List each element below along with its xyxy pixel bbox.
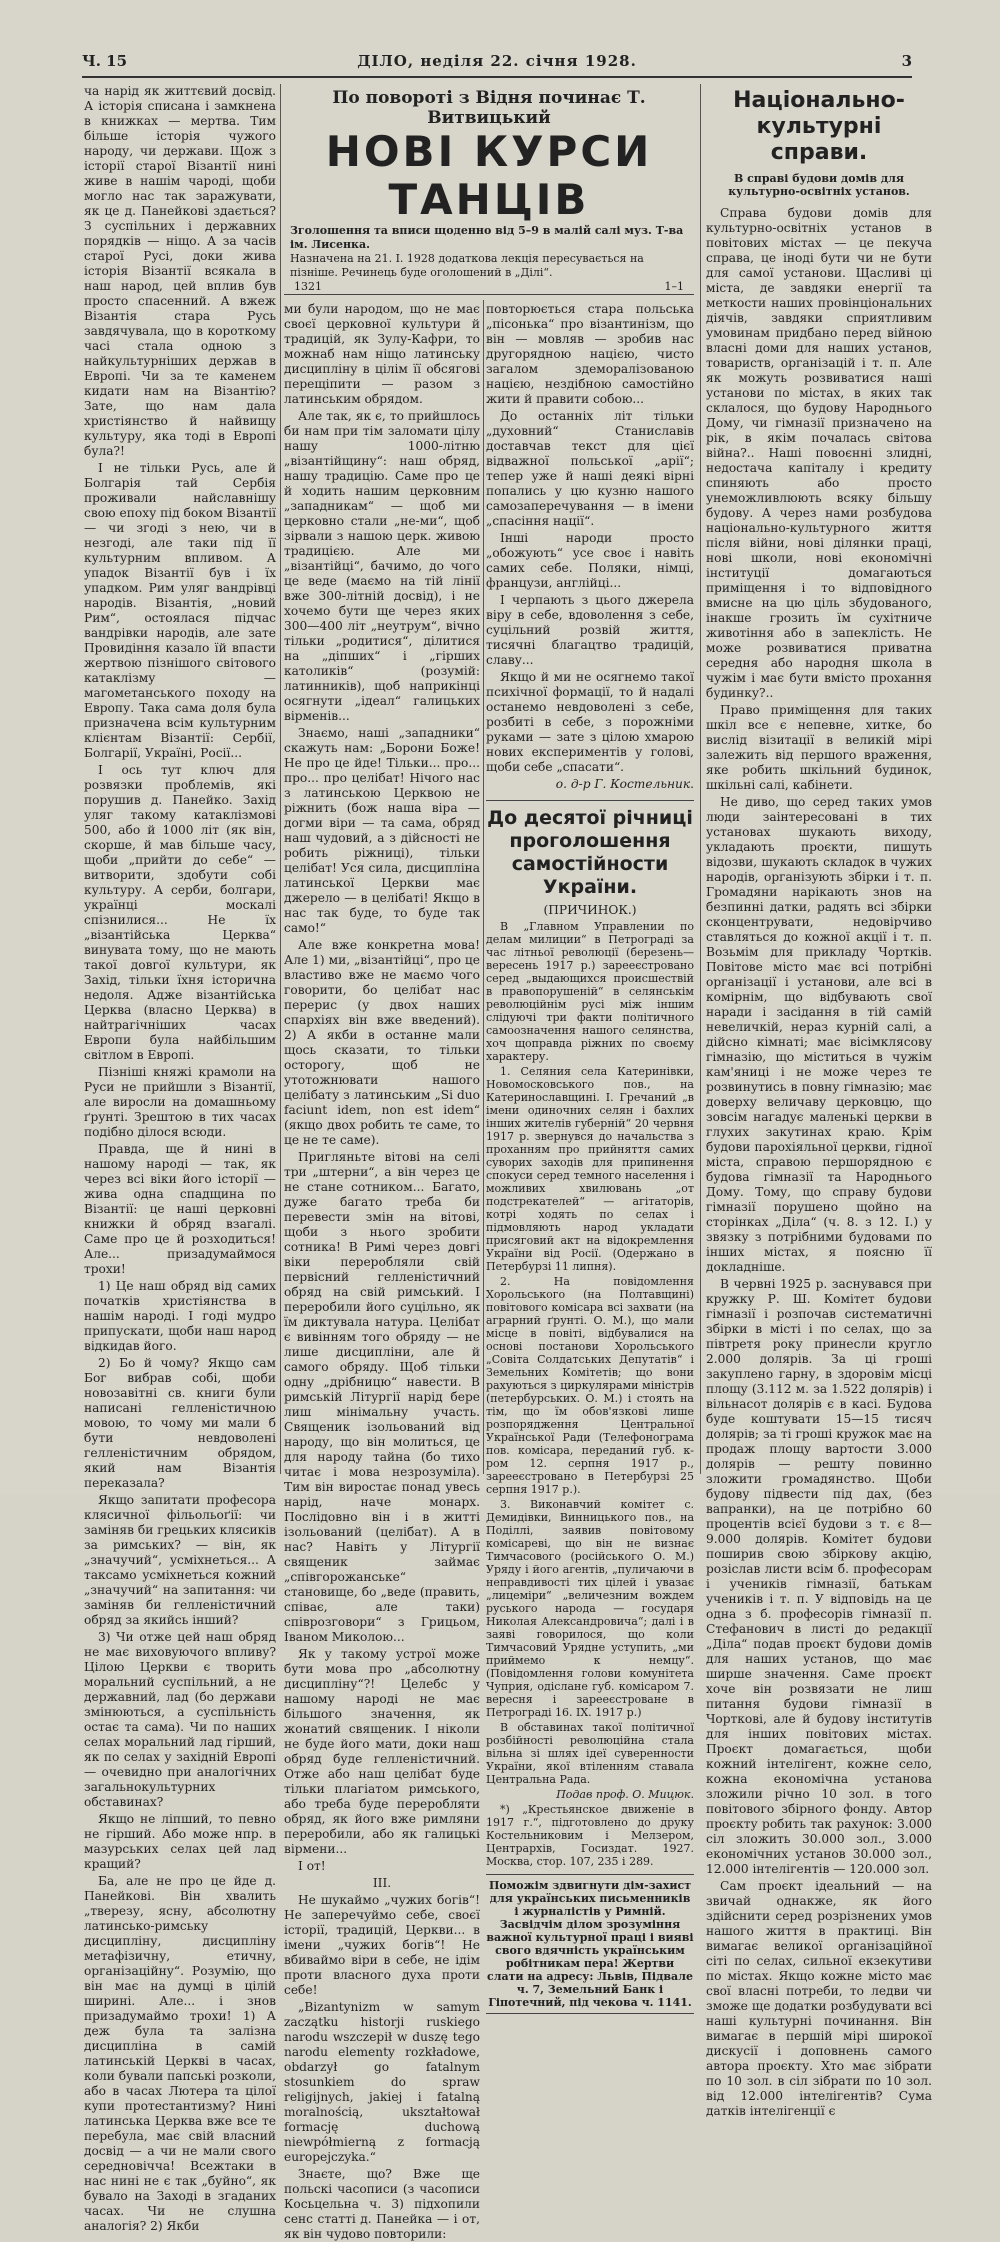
header-rule bbox=[82, 76, 912, 78]
paragraph: До останніх літ тільки „духовний“ Станиславів доставчав текст для цієї відважної польської „арії“; тепер уже й наші деякі вірні попались у цю кузню нашого самозаперечування — в імени „спасіння нації“. bbox=[486, 409, 694, 528]
column-4 bbox=[706, 84, 932, 2118]
paragraph: І от! bbox=[298, 1859, 326, 1873]
ad-intro: По повороті з Відня починає Т. Витвицький bbox=[332, 88, 646, 128]
paragraph: повторюється стара польська „пісонька“ про візантинізм, що він — мовляв — зробив нас другорядною нацією, чисто загалом здеморалізованою нацією, нездібною самостійно жити й правити собою... bbox=[486, 302, 694, 406]
paragraph: І ось тут ключ для розвязки проблемів, які порушив д. Панейко. Захід уляг такому катаклізмові 500, або й 1000 літ (як він, скорше, й мав більше часу, щоби „прийти до себе“ — витворити, здобути собі культуру. А серби, болгари, українці москалі спізнилися... Не їх „візантійська Церква“ винувата тому, що не мають такої довгої культури, як Захід, тільки їхня історична недоля. Адже візантійська Церква (власно Церква) в найтрагічніших часах Европи була найбільшим світлом в Европі. bbox=[84, 763, 276, 1062]
column-divider bbox=[280, 84, 281, 1474]
section-title: Національно-культурні справи. bbox=[733, 88, 905, 165]
paragraph: Але так, як є, то прийшлось би нам при тім заломати цілу нашу 1000-літню „візантійщину“: наш обряд, нашу традицію. Саме про це й ходить нашим церковним „западникам“ — щоб ми церковно стали „не-ми“, щоб зірвали з нашою церк. живою традицією. Але ми „візантійці“, бачимо, до чого це веде (маємо на тій лінії вже 300-літній досвід), і не хочемо бути ще через яких 300—400 літ „неутрум“, вічно тільки „родитися“, ділитися на „діпших“ і „гірших католиків“ (розумій: латинників), щоб наприкінці осягнути „ідеал“ галицьких вірменів... bbox=[284, 409, 480, 723]
paragraph: В обставинах такої політичної розбійності революційна стала вільна зі шлях ідеї суверенности України, якої втіленням ставала Центральна Рада. bbox=[486, 1721, 694, 1786]
section-number: ІІІ. bbox=[372, 1876, 392, 1890]
ad-title: НОВІ КУРСИ ТАНЦІВ bbox=[325, 127, 653, 224]
footnote: *) „Крестьянское движеніе в 1917 г.“, підготовлено до друку Костельниковим і Мелзером, Центрархів, Госиздат. 1927. Москва, стор. 107, 235 і 289. bbox=[486, 1803, 694, 1868]
paragraph: Ба, але не про це йде д. Панейкові. Він хвалить „тверезу, ясну, абсолютну латинсько-римську дисципліну, дисципліну метафізичну, етичну, організаційну“. Розумію, що він має на думці в цілій ширині. Але... і знов призадумаймо трохи! 1) А деж була та залізна дисципліна в самій латинській Церкві в часах, коли бували папські розколи, або в часах Лютера та цілої купи протестантизму? Нині латинська Церква вже все те перебула, має свій власний досвід — а чи не мали свого середновічча! Всежтаки в нас нині не є так „буйно“, як бувало на Заході в згаданих часах. Чи не слушна аналогія? 2) Якби bbox=[84, 1874, 276, 2233]
paragraph: 3. Виконавчий комітет с. Демидівки, Винницького пов., на Поділлі, заявив повітовому комісареві, що він не визнає Тимчасового (російського О. М.) Уряду і його агентів, „пуличаючи в неправдивості тих цілей і увазає „лицеміри“ „величезним вождем руського народа — государя Николая Александровича“; далі і в заяві говорилося, що коли Тимчасовий Урядне уступить, „ми приймемо к немцу“. (Повідомлення голови комунітета Чуприя, одіслане губ. комісаром 7. вересня і зарееєстроване в Петрограді 16. IX. 1917 р.) bbox=[486, 1498, 694, 1719]
ad-registration: Зголошення та вписи щоденно від 5–9 в малій салі муз. Т-ва ім. Лисенка. bbox=[290, 224, 684, 251]
paragraph: В „Главном Управлении по делам милиции“ в Петрограді за час літньої революції (березень—вересень 1917 р.) зарееєстровано серед „выдающихся происшествій в правопорушеній“ в селянськім революційнім русі між іншим слідуючі три факти політичного самоозначення нашого селянства, хоч щоправда ріжних по своєму характеру. bbox=[486, 920, 694, 1063]
column-divider bbox=[700, 84, 701, 1474]
paragraph: Інші народи просто „обожують“ усе своє і навіть самих себе. Поляки, німці, французи, англійці... bbox=[486, 531, 694, 590]
paragraph: 1. Селяния села Катеринівки, Новомосковського пов., на Катеринославщині. І. Гречаний „в імени одиночних селян і бахлих інших жителів губерній“ 20 червня 1917 р. звернувся до начальства з проханням про прийняття самих суворих заходів для припинення спокуси серед темного населення і можливих хвилювань „от подстрекателей“ — агітаторів, котрі ходять по селах і підмовляють народ укладати присяговий акт на відокремлення України від Росії. (Одержано в Петербурзі 11 липня). bbox=[486, 1065, 694, 1273]
paragraph: Не шукаймо „чужих богів“! Не заперечуймо себе, своєї історії, традицій, Церкви... в імени „чужих богів“! Не вбиваймо віри в себе, не ідім проти власного духа проти себе! bbox=[284, 1893, 480, 1997]
column-divider bbox=[483, 300, 484, 1474]
paragraph: Якщо не ліпший, то певно не гірший. Або може нпр. в мазурських селах цей лад кращий? bbox=[84, 1812, 276, 1871]
section-subtitle: В справі будови домів для культурно-освітніх установ. bbox=[728, 172, 910, 198]
paragraph: ча нарід як життєвий досвід. А історія списана і замкнена в книжках — мертва. Тим більше історія чужого народу, чи держави. Щож з історії старої Візантії нині живе в нашім чароді, щоби могло нас так заражувати, як це д. Панейкові здається? З суспільних і державних порядків — ніщо. А за часів старої Русі, доки жива історія Візантії всякала в наш народ, цей вплив був просто спасенний. А вжеж Візантія стара Русь завдячувала, що в короткому часі стала одною з найкультурніших держав в Европі. Чи за те каменем кидати нам на Візантію? Зате, що нам дала христіянство й найвищу культуру, яка тоді в Европі була?! bbox=[84, 84, 276, 458]
paragraph: 2. На повідомлення Хорольського (на Полтавщині) повітового комісара всі захвати (на аграрний ґрунті. О. М.), що мали місце в повіті, відбувалися на основі постанови Хорольського „Совіта Солдатських Депутатів“ і Земельних Комітетів; що вони рахуються з циркулярами міністрів (петербурських. О. М.) і стоять на тім, що їм обов'язкові лише розпорядження Центральної Української Ради (Телефонограма пов. комісара, переданий губ. к-ром 12. серпня 1917 р., зарееєстровано в Петербурзі 25 серпня 1917 р.). bbox=[486, 1275, 694, 1496]
paragraph: Якщо запитати професора клясичної фільольоґії: чи заміняв би грецьких клясиків за римських? — він, як „значучий“, усміхнеться... А таксамо усміхнеться кожний „значучий“ на запитання: чи заміняв би гелленістичний обряд за якийсь інший? bbox=[84, 1493, 276, 1627]
paragraph: Знаєте, що? Вже ще польскі часописи (з часописи Косьцельна ч. 3) підхопили сенс статті д. Панейка — і от, як він чудово повторили: bbox=[284, 2167, 480, 2241]
paragraph: Сам проєкт ідеальний — на звичай однакже, як його здійснити серед розрізнених умов нашого життя в практиці. Він вимагає великої організаційної сіті по селах, сильної екзекутиви по містах. Якщо кожне місто має свої власні потреби, то ледви чи зможе ще додатки розбудувати всі наші культурні починання. Він вимагає в першій мірі широкої дискусії і доповнень самого автора проєкту. Хто має зібрати по 10 зол. в сіл зібрати по 10 зол. від 12.000 інтелігентів? Сума датків інтелігенції є bbox=[706, 1879, 932, 2118]
paragraph: ми були народом, що не має своєї церковної культури й традицій, як Зулу-Кафри, то можнаб нам ніщо латинську дисципліну в цілім її обсягові перещіпити — разом з латинським обрядом. bbox=[284, 302, 480, 406]
column-1 bbox=[84, 84, 276, 2233]
paragraph: Якщо й ми не осягнемо такої психічної формації, то й надалі останемо невдоволені з себе, розбиті в себе, з порожніми руками — зате з цілою хмарою нових експериментів у голові, щоби себе „спасати“. bbox=[486, 670, 694, 774]
author-signature: о. д-р Г. Костельник. bbox=[555, 777, 694, 791]
paragraph: Пригляньте вітові на селі три „штерни“, а він через це не стане сотником... Багато, дуже багато треба би перевести змін на вітові, щоби з нього зробити сотника! В Римі через довгі віки переробляли свій первісний гелленістичний обряд на свій римський. І переробили його суцільно, як їм диктувала натура. Целібат є вивінням того обряду — не лише дисципліни, але й самого обряду. Щоб тільки одну „дрібницю“ навести. В римській Літургії нарід бере лиш мінімальну участь. Священик ізольований від народу, що він молиться, це для народу тайна (бо тихо читає і мова незрозуміла). Тим він виростає понад увесь нарід, наче монарх. Послідовно він і в житті ізольований (целібат). А в нас? Навіть у Літургії священик займає „співгорожанське“ становище, бо „веде (править, співає, але таки) співрозговори“ з Грицьом, Іваном Миколою... bbox=[284, 1150, 480, 1644]
paragraph: „Bizantynizm w samym zaczątku historji ruskiego narodu wszczepił w duszę tego narodu elementy rozkładowe, obdarzył go fatalnym stosunkiem do spraw religijnych, jakiej i fatalną moralnością, ukształtował formację duchową niewpółmierną z formacją europejczyka.“ bbox=[284, 2000, 480, 2164]
donation-appeal: Поможім здвигнути дім-захист для українських письменників і журналістів у Римній. Засвідчім ділом зрозуміння важної культурної праці і вияві свого вдячність українським робітникам пера! Жертви слати на адресу: Львів, Підвале ч. 7, Земельний Банк і Гіпотечний, під чекова ч. 1141. bbox=[486, 1874, 694, 2014]
ad-codes bbox=[284, 280, 694, 293]
ad-code-right: 1–1 bbox=[664, 280, 684, 293]
paragraph: І черпають з цього джерела віру в себе, вдоволення з себе, суцільний розвій життя, тисячні благацтво традицій, славу... bbox=[486, 593, 694, 667]
article-title: До десятої річниці проголошення самостійности України. bbox=[486, 800, 694, 899]
author-signature: Подав проф. О. Мицюк. bbox=[556, 1788, 694, 1801]
column-3 bbox=[486, 302, 694, 2009]
paragraph: Право приміщення для таких шкіл все є непевне, хитке, бо вислід візитації в великій мірі залежить від першого враження, яке робить шкільний будинок, шкільні салі, кабінети. bbox=[706, 703, 932, 792]
paragraph: Пізніші княжі крамоли на Руси не прийшли з Візантії, але виросли на домашньому ґрунті. Зрештою в тих часах подібно ділося всюди. bbox=[84, 1065, 276, 1139]
paragraph: 3) Чи отже цей наш обряд не має виховуючого впливу? Цілою Церкви є творить моральний суспільний, а не державний, лад (бо держави змінюються, а суспільність остає та сама). Чи по наших селах моральний лад гірший, як по селах у західній Европі — очевидно при аналогічних загальнокультурних обставинах? bbox=[84, 1630, 276, 1809]
paragraph: Але вже конкретна мова! Але 1) ми, „візантійці“, про це властиво вже не маємо чого говорити, бо целібат нас перерис (у двох наших спархіях він вже введений). 2) А якби в останне мали щось сказати, то тільки осторогу, щоб не утотожнювати нашого целібату з латинським „Si duo faciunt idem, non est idem“ (якщо двох робить те саме, то це не те саме). bbox=[284, 938, 480, 1147]
paragraph: Правда, ще й нині в нашому народі — так, як через всі віки його історії — жива одна спадщина по Візантії: це наші церковні книжки й обряд взагалі. Саме про це й розходиться! Але... призадумаймося трохи! bbox=[84, 1142, 276, 1276]
paragraph: Справа будови домів для культурно-освітніх установ в повітових містах — це пекуча справа, це іноді бути чи не бути для самої установи. Щасливі ці міста, де завдяки енергії та меткости наших провінціональних діячів, завдяки сприятливим умовинам придбано перед війною власні доми для наших установ, товариств, організацій і т. п. Але як можуть розвиватися наші установи по містах, в яких так склалося, що будову Народнього Дому, чи гімназії призначено на рік, в якім почалась світова війна?.. Наші повоєнні злидні, недостача капіталу і кредиту спиняють або просто унеможливлюють всяку більшу будову. А через нами розбудова національно-культурного життя після війни, нові ділянки праці, нові школи, нові економічні інституції домагаються приміщення і то відповідного вмисне на цю ціль збудованого, інакше грозить їм сухітниче животіння або в запеклість. Не може розвиватися приватна середня або народня школа в чужім і має бути вмісто прохання будинку?.. bbox=[706, 206, 932, 700]
ad-code-left: 1321 bbox=[294, 280, 322, 293]
paragraph: В червні 1925 р. заснувався при кружку Р. Ш. Комітет будови гімназії і розпочав систематичні збірки в місті і по селах, що за півтретя року принесли кругло 2.000 долярів. За ці гроші закуплено гарну, в здоровім місці площу (3.112 м. за 1.522 долярів) і вільнасот долярів є в касі. Будова буде коштувати 15—15 тисяч долярів; за ті гроші кружок має на продаж площу вартости 3.000 долярів — решту повинно зложити громадянство. Щоби будову підвести під дах, (без вапранки), на це потрібно 60 процентів всієї будови з т. є 8—9.000 долярів. Комітет будови поширив свою збіркову акцію, розіслав листи всім б. професорам і учеників гімназії, батькам учеників і т. п. У відповідь на це одна з б. професорів гімназії п. Стефанович в листі до редакції „Діла“ подав проєкт будови домів для наших установ, що має ширше значення. Саме проєкт хоче він розвязати не лиш питання будови гімназії в Чорткові, але й будову інститутів для інших повітових містах. Проєкт домагається, щоби кожний інтелігент, кожне село, кожна економічна установа зложили річно 10 зол. в того повітового збірного фонду. Автор проєкту робить так рахунок: 3.000 сіл зложить 30.000 зол., 3.000 економічних установ 30.000 зол., 12.000 інтелігентів — 120.000 зол. bbox=[706, 1277, 932, 1876]
paragraph: Знаємо, наші „западники“ скажуть нам: „Борони Боже! Не про це йде! Тільки... про... про... про целібат! Нічого нас з латинською Церквою не ріжнить (бож наша віра — догми віри — та сама, обряд наш чудовий, а з дійсності не робить ріжниці), тільки целібат! Уся сила, дисципліна латинської Церкви має джерело — в целібаті! Якщо в нас так буде, то буде так само!“ bbox=[284, 726, 480, 935]
paragraph: Не диво, що серед таких умов люди заінтересовані в тих установах шукають виходу, укладають проєкти, пишуть відозви, шукають складок в чужих народів, організують збірки і т. п. Громадяни нарікають знов на безпинні датки, радять всі збірки сконцентрувати, недовірчиво ставляться до кожної акції і т. п. Возьмім для прикладу Чортків. Повітове місто має всі потрібні організації і установи, але всі в комірнім, що відбувають свої наради і засідання в тій самій невеличкій, нераз курній салі, а дійсно кімнаті; має вісімклясову гімназію, що міститься в чужім кам'яниці і не може через те розвинутись в повну гімназію; має доверху величаву церковцю, що зовсім нагадує маленькі церкви в глухих закутинах краю. Крім будови парохіяльної церкви, гідної міста, справою першорядною є будова гімназії та Народнього Дому. Тому, що справу будови гімназії порушено щойно на сторінках „Діла“ (ч. 8. з 12. І.) у звязку з потрібними будовами по інших містах, я поясню її докладніше. bbox=[706, 795, 932, 1274]
paragraph: Як у такому устрої може бути мова про „абсолютну дисципліну“?! Целебс у нашому народі не має більшого значення, як жонатий священик. І ніколи не буде його мати, доки наш обряд буде гелленістичний. Отже або наш целібат буде тільки плагіатом римського, або треба буде переробляти обряд, як його вже римляни переробили, або як галицькі вірмени... bbox=[284, 1647, 480, 1856]
ad-note: Назначена на 21. I. 1928 додаткова лекція пересувається на пізніше. Речинець буде оголошений в „Ділі“. bbox=[290, 252, 644, 279]
column-2 bbox=[284, 302, 480, 2241]
dance-course-ad bbox=[284, 84, 694, 295]
page-number: 3 bbox=[901, 52, 912, 70]
paragraph: 2) Бо й чому? Якщо сам Бог вибрав собі, щоби новозавітні св. книги були написані гелленістичною мовою, то чому ми мали б бути невдоволені гелленістичним обрядом, який нам Візантія переказала? bbox=[84, 1356, 276, 1490]
masthead: ДІЛО, неділя 22. січня 1928. bbox=[357, 52, 637, 70]
paragraph: 1) Це наш обряд від самих початків христіянства в нашім народі. І годі мудро припускати, щоби наш народ відкидав його. bbox=[84, 1279, 276, 1353]
paragraph: І не тільки Русь, але й Болгарія тай Сербія проживали найславнішу свою епоху під боком Візантії — чи згоді з нею, чи в незгоді, але таки під її культурним впливом. А упадок Візантії був і їх упадком. Рим уляг вандрівці народів. Візантія, „новий Рим“, остоялася підчас вандрівки народів, але зате Провидіння казало їй впасти жертвою пізнішого світового катаклізму — магометанського походу на Европу. Така сама доля була призначена всім культурним клієнтам Візантії: Сербії, Болгарії, Україні, Росії... bbox=[84, 461, 276, 760]
issue-number: Ч. 15 bbox=[82, 52, 128, 70]
article-subtitle: (ПРИЧИНОК.) bbox=[543, 903, 637, 917]
